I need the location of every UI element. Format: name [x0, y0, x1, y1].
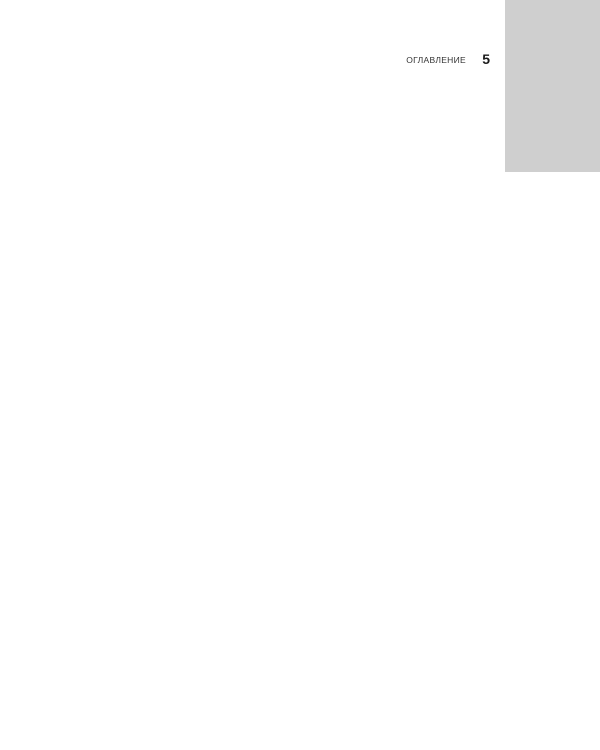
running-title: ОГЛАВЛЕНИЕ	[406, 55, 466, 65]
page-header	[0, 53, 490, 71]
page-number: 5	[482, 51, 490, 67]
side-thumb-tab	[505, 0, 600, 172]
